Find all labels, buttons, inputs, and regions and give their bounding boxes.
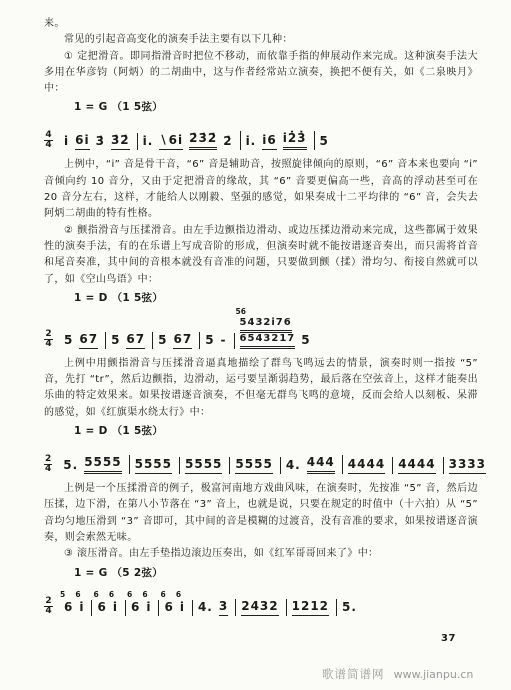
grace-note: 6 bbox=[75, 589, 81, 599]
note-group bbox=[398, 457, 435, 474]
grace-note: 5 bbox=[60, 589, 66, 599]
watermark-site-name: 歌谱简谱网 bbox=[322, 667, 385, 681]
note-group bbox=[173, 332, 192, 349]
note-group bbox=[60, 589, 74, 616]
time-signature-top: 2 bbox=[45, 328, 52, 339]
measure bbox=[92, 589, 125, 616]
note: 5. bbox=[63, 458, 79, 473]
note-group bbox=[320, 134, 329, 150]
note-group bbox=[283, 131, 307, 150]
note: 3̇2̇ bbox=[111, 133, 130, 150]
note-group bbox=[301, 333, 310, 349]
note-group bbox=[160, 589, 174, 616]
notation-staff bbox=[44, 439, 487, 475]
notation-staff bbox=[44, 115, 478, 150]
note: 6 bbox=[164, 599, 174, 614]
note-group bbox=[241, 599, 278, 616]
measure bbox=[58, 455, 129, 474]
note-group bbox=[246, 134, 257, 150]
note: 6 bbox=[97, 599, 107, 614]
notation-staff bbox=[44, 306, 478, 349]
note-group bbox=[159, 133, 183, 150]
notation-example-2 bbox=[44, 291, 478, 349]
note: 5555 bbox=[185, 457, 222, 474]
time-signature-bottom: 4 bbox=[45, 338, 52, 349]
note: i bbox=[79, 599, 85, 614]
grace-note: 6 bbox=[142, 589, 148, 599]
note: 5555 bbox=[235, 457, 272, 474]
note-group bbox=[111, 333, 120, 349]
note: 67 bbox=[79, 332, 98, 349]
key-signature: 1 = G （1 5弦） bbox=[74, 101, 164, 114]
note: 6i bbox=[75, 133, 89, 150]
note: 4. bbox=[285, 458, 301, 473]
time-signature-top: 2 bbox=[45, 454, 52, 465]
paragraph-explain-1: 上例中，“i” 音是骨干音，“6” 音是辅助音，按照旋律倾向的原则，“6” 音本来也要向 “i” 音倾向约 10 音分，又由于定把滑音的缘故，其 “6” 音要更偏高一些，音高的浮动甚至可在 20 音分左右，这样，才能给人以刚毅、坚强的感觉，如果奏成十二平均律的 “6” 音，会失去阿炳二胡曲的特有性格。 bbox=[44, 159, 478, 220]
note: 3 bbox=[219, 599, 228, 616]
grace-note: 6 bbox=[126, 589, 133, 599]
note-group bbox=[143, 134, 154, 150]
note-group bbox=[235, 457, 272, 474]
measure bbox=[153, 332, 200, 349]
note-group bbox=[79, 332, 98, 349]
paragraph-continuation: 来。 bbox=[44, 18, 65, 29]
note-group bbox=[108, 589, 118, 616]
note-group bbox=[126, 589, 141, 616]
paragraph-explain-3: 上例是一个压揉滑音的例子，极富河南地方戏曲风味，在演奏时，先按准 “5” 音，然后边压揉，边下滑，在第八小节落在 “3” 音上，也就是说，只要在规定的时值中（十六拍）从 “5” 音均匀地压滑到 “3” 音即可，其中间的音是模糊的过渡音，没有音准的要求，如果按谱逐音演奏，则会索然无味。 bbox=[44, 483, 478, 543]
note: i bbox=[146, 599, 152, 614]
notation-example-3 bbox=[44, 424, 487, 475]
note-group bbox=[262, 133, 276, 150]
time-signature-top: 2 bbox=[45, 595, 52, 606]
note: 5 bbox=[64, 332, 74, 347]
notation-example-4 bbox=[44, 566, 478, 616]
measure bbox=[230, 457, 280, 474]
note: ∖6i bbox=[159, 133, 183, 150]
measure bbox=[106, 332, 153, 349]
measure bbox=[180, 457, 230, 474]
note-group bbox=[205, 333, 214, 349]
measure bbox=[241, 131, 315, 150]
note-group bbox=[75, 133, 89, 150]
time-signature bbox=[44, 131, 53, 150]
measure bbox=[59, 589, 92, 616]
measure bbox=[281, 455, 343, 474]
note-group bbox=[307, 455, 335, 474]
note-group bbox=[198, 600, 213, 616]
note: i bbox=[179, 599, 185, 614]
note-group bbox=[135, 457, 172, 474]
note-group bbox=[342, 600, 357, 616]
measure bbox=[159, 589, 192, 616]
note-group bbox=[75, 589, 85, 616]
note: i bbox=[64, 134, 70, 149]
site-watermark bbox=[322, 663, 473, 682]
time-signature bbox=[44, 597, 53, 616]
note: 5555 bbox=[135, 457, 172, 474]
note: 3̇ bbox=[95, 134, 105, 149]
note: - bbox=[220, 332, 227, 347]
note-row-lower: 6543217 bbox=[240, 333, 296, 349]
note-group bbox=[64, 333, 73, 349]
note-group bbox=[175, 589, 185, 616]
note: 2̇ bbox=[223, 134, 233, 149]
note-group bbox=[63, 458, 78, 474]
paragraph-item-2: ② 颤指滑音与压揉滑音。由左手边颤指边滑动、或边压揉边滑动来完成，这些都属于效果性的演奏手法，有的在乐谱上写成音阶的形成，但演奏时就不能按谱逐音奏出，而只需将首音和尾音奏准，其中间的音根本就没有音准的问题，只要做到颤（揉）滑均匀、衔接自然就可以了，如《空山鸟语》中： bbox=[44, 224, 478, 285]
grace-note: 56 bbox=[235, 306, 246, 316]
time-signature-bottom: 4 bbox=[45, 140, 52, 151]
measure bbox=[337, 600, 364, 616]
note-group bbox=[292, 599, 329, 616]
note: 4. bbox=[197, 599, 213, 614]
time-signature bbox=[44, 455, 52, 474]
measure bbox=[59, 332, 106, 349]
note: 2̇3̇2̇ bbox=[189, 131, 217, 150]
measure bbox=[315, 134, 336, 150]
note-group bbox=[84, 455, 121, 474]
note-row-upper: 5432i76 bbox=[240, 317, 292, 333]
key-signature: 1 = D （1 5弦） bbox=[74, 425, 164, 438]
note: 4444 bbox=[398, 457, 435, 474]
page-body bbox=[44, 16, 487, 623]
note: 2432 bbox=[241, 599, 278, 616]
measure bbox=[126, 589, 159, 616]
note: 4444 bbox=[348, 457, 385, 474]
note-group bbox=[158, 333, 167, 349]
grace-note: 6 bbox=[160, 589, 166, 599]
note: 67 bbox=[126, 332, 145, 349]
note: i. bbox=[245, 134, 257, 149]
note: 6 bbox=[64, 599, 74, 614]
measure bbox=[393, 457, 443, 474]
note-group bbox=[126, 332, 145, 349]
note-group bbox=[221, 333, 227, 349]
time-signature-bottom: 4 bbox=[45, 605, 52, 616]
key-signature: 1 = G （5 2弦） bbox=[74, 566, 164, 579]
paragraph-intro: 常见的引起音高变化的演奏手法主要有以下几种： bbox=[64, 34, 293, 46]
note: 444 bbox=[307, 455, 335, 474]
note: i6 bbox=[262, 133, 276, 150]
note-group bbox=[185, 457, 222, 474]
grace-note: 6 bbox=[175, 589, 182, 599]
note-group bbox=[286, 458, 301, 474]
grace-note: 6 bbox=[108, 589, 115, 599]
measure bbox=[130, 457, 180, 474]
note: 5 bbox=[301, 332, 311, 347]
note: 5555 bbox=[84, 455, 121, 474]
note-group bbox=[235, 306, 296, 349]
watermark-url: www.jianpu.cn bbox=[393, 668, 474, 681]
note-group bbox=[189, 131, 217, 150]
note: 5. bbox=[342, 599, 357, 614]
grace-note: 6 bbox=[93, 589, 99, 599]
note: 6 bbox=[130, 599, 141, 614]
note-group bbox=[348, 457, 385, 474]
note-group bbox=[142, 589, 152, 616]
measure bbox=[235, 306, 318, 349]
note: 5 bbox=[205, 332, 215, 347]
note-group bbox=[64, 134, 69, 150]
notation-example-1 bbox=[44, 100, 478, 150]
note: i. bbox=[142, 134, 154, 149]
page-number: 37 bbox=[441, 633, 456, 644]
time-signature-bottom: 4 bbox=[45, 464, 52, 475]
measure bbox=[236, 599, 286, 616]
note-group bbox=[93, 589, 107, 616]
time-signature-top: 4 bbox=[45, 130, 52, 141]
paragraph-item-3: ③ 滚压滑音。由左手垫指边滚边压奏出，如《红军哥哥回来了》中： bbox=[64, 548, 379, 560]
note-group bbox=[449, 457, 486, 474]
note: 67 bbox=[173, 332, 192, 349]
measure bbox=[343, 457, 393, 474]
note: i bbox=[112, 599, 118, 614]
paragraph-explain-2: 上例中用颤指滑音与压揉滑音逼真地描绘了群鸟飞鸣远去的情景，演奏时则一指按 “5” 音，先打 “tr”，然后边颤指，边滑动，运弓要呈渐弱趋势，最后落在空弦音上，这样才能奏出乐曲的特定效果来。如果按谱逐音演奏，不但毫无群鸟飞鸣的意境，反而会给人以刻板、呆滞的感觉，如《红旗渠水绕太行》中： bbox=[44, 357, 478, 418]
note-group bbox=[223, 134, 232, 150]
note: 1212 bbox=[292, 599, 329, 616]
note-group bbox=[111, 133, 130, 150]
note: 3333 bbox=[449, 457, 486, 474]
measure bbox=[444, 457, 493, 474]
measure bbox=[138, 131, 241, 150]
note: 5 bbox=[319, 134, 329, 149]
note: i2̇3̇ bbox=[283, 131, 307, 150]
note: 5 bbox=[158, 332, 168, 347]
measure bbox=[200, 333, 234, 349]
note-group bbox=[219, 599, 228, 616]
paragraph-item-1: ① 定把滑音。即同指滑音时把位不移动，而依靠手指的伸展动作来完成。这种演奏手法大多用在华彦钧（阿炳）的二胡曲中，这与作者经常站立演奏，换把不便有关，如《二泉映月》中： bbox=[44, 50, 478, 95]
notation-staff bbox=[44, 581, 478, 616]
measure bbox=[59, 133, 138, 150]
time-signature bbox=[44, 330, 53, 349]
note-group bbox=[96, 134, 105, 150]
key-signature: 1 = D （1 5弦） bbox=[74, 291, 164, 304]
measure bbox=[287, 599, 337, 616]
note: 5 bbox=[111, 332, 121, 347]
measure bbox=[193, 599, 236, 616]
